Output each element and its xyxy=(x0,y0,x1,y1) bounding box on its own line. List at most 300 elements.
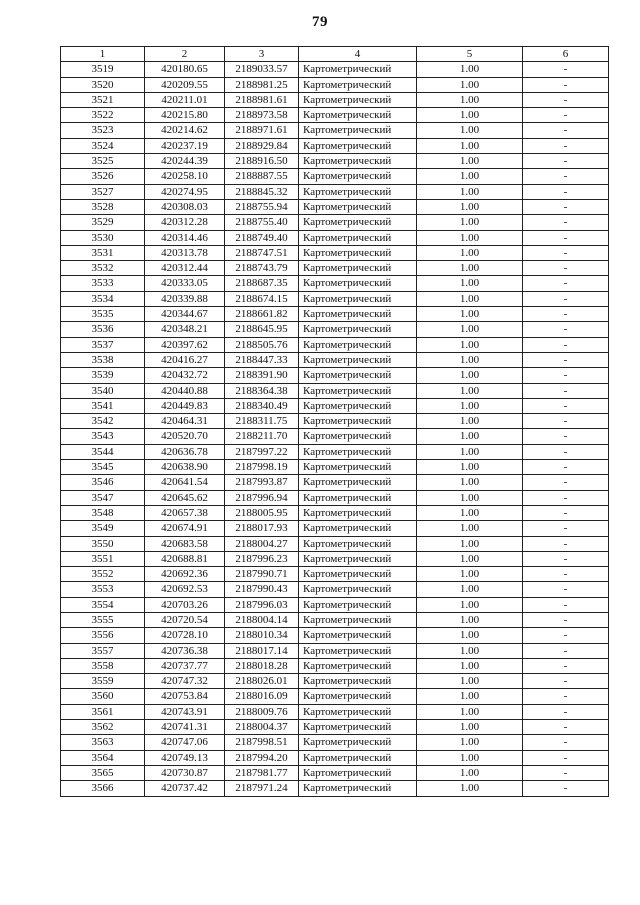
point-number-cell: 3533 xyxy=(61,276,145,291)
point-number-cell: 3559 xyxy=(61,674,145,689)
y-coordinate-cell: 2188016.09 xyxy=(225,689,299,704)
description-cell: - xyxy=(523,230,609,245)
y-coordinate-cell: 2188661.82 xyxy=(225,307,299,322)
description-cell: - xyxy=(523,460,609,475)
description-cell: - xyxy=(523,704,609,719)
description-cell: - xyxy=(523,199,609,214)
y-coordinate-cell: 2188916.50 xyxy=(225,154,299,169)
y-coordinate-cell: 2188391.90 xyxy=(225,368,299,383)
column-header-5: 5 xyxy=(417,47,523,62)
y-coordinate-cell: 2187998.19 xyxy=(225,460,299,475)
method-cell: Картометрический xyxy=(299,735,417,750)
description-cell: - xyxy=(523,62,609,77)
description-cell: - xyxy=(523,138,609,153)
y-coordinate-cell: 2187990.43 xyxy=(225,582,299,597)
y-coordinate-cell: 2188743.79 xyxy=(225,261,299,276)
point-number-cell: 3546 xyxy=(61,475,145,490)
accuracy-cell: 1.00 xyxy=(417,245,523,260)
table-row xyxy=(61,123,609,138)
point-number-cell: 3528 xyxy=(61,199,145,214)
y-coordinate-cell: 2187971.24 xyxy=(225,781,299,796)
x-coordinate-cell: 420440.88 xyxy=(145,383,225,398)
accuracy-cell: 1.00 xyxy=(417,735,523,750)
description-cell: - xyxy=(523,245,609,260)
y-coordinate-cell: 2188026.01 xyxy=(225,674,299,689)
accuracy-cell: 1.00 xyxy=(417,291,523,306)
accuracy-cell: 1.00 xyxy=(417,230,523,245)
table-row xyxy=(61,521,609,536)
method-cell: Картометрический xyxy=(299,536,417,551)
x-coordinate-cell: 420258.10 xyxy=(145,169,225,184)
method-cell: Картометрический xyxy=(299,291,417,306)
method-cell: Картометрический xyxy=(299,567,417,582)
table-row xyxy=(61,643,609,658)
table-body xyxy=(61,62,609,796)
y-coordinate-cell: 2188010.34 xyxy=(225,628,299,643)
method-cell: Картометрический xyxy=(299,368,417,383)
point-number-cell: 3542 xyxy=(61,414,145,429)
table-row xyxy=(61,368,609,383)
method-cell: Картометрический xyxy=(299,92,417,107)
table-row xyxy=(61,720,609,735)
method-cell: Картометрический xyxy=(299,169,417,184)
y-coordinate-cell: 2188674.15 xyxy=(225,291,299,306)
y-coordinate-cell: 2188929.84 xyxy=(225,138,299,153)
method-cell: Картометрический xyxy=(299,551,417,566)
y-coordinate-cell: 2188645.95 xyxy=(225,322,299,337)
y-coordinate-cell: 2188981.61 xyxy=(225,92,299,107)
table-row xyxy=(61,735,609,750)
x-coordinate-cell: 420753.84 xyxy=(145,689,225,704)
y-coordinate-cell: 2187990.71 xyxy=(225,567,299,582)
column-header-6: 6 xyxy=(523,47,609,62)
accuracy-cell: 1.00 xyxy=(417,628,523,643)
y-coordinate-cell: 2188017.93 xyxy=(225,521,299,536)
y-coordinate-cell: 2188505.76 xyxy=(225,337,299,352)
description-cell: - xyxy=(523,567,609,582)
method-cell: Картометрический xyxy=(299,781,417,796)
table-row xyxy=(61,765,609,780)
y-coordinate-cell: 2188887.55 xyxy=(225,169,299,184)
point-number-cell: 3524 xyxy=(61,138,145,153)
table-row xyxy=(61,414,609,429)
description-cell: - xyxy=(523,505,609,520)
accuracy-cell: 1.00 xyxy=(417,261,523,276)
point-number-cell: 3535 xyxy=(61,307,145,322)
accuracy-cell: 1.00 xyxy=(417,536,523,551)
header-row xyxy=(61,47,609,62)
x-coordinate-cell: 420688.81 xyxy=(145,551,225,566)
accuracy-cell: 1.00 xyxy=(417,521,523,536)
y-coordinate-cell: 2188340.49 xyxy=(225,398,299,413)
method-cell: Картометрический xyxy=(299,261,417,276)
y-coordinate-cell: 2187996.03 xyxy=(225,597,299,612)
y-coordinate-cell: 2188845.32 xyxy=(225,184,299,199)
table-row xyxy=(61,567,609,582)
method-cell: Картометрический xyxy=(299,199,417,214)
table-row xyxy=(61,582,609,597)
x-coordinate-cell: 420741.31 xyxy=(145,720,225,735)
description-cell: - xyxy=(523,475,609,490)
x-coordinate-cell: 420214.62 xyxy=(145,123,225,138)
method-cell: Картометрический xyxy=(299,62,417,77)
accuracy-cell: 1.00 xyxy=(417,720,523,735)
x-coordinate-cell: 420692.53 xyxy=(145,582,225,597)
table-row xyxy=(61,261,609,276)
description-cell: - xyxy=(523,337,609,352)
description-cell: - xyxy=(523,750,609,765)
point-number-cell: 3525 xyxy=(61,154,145,169)
method-cell: Картометрический xyxy=(299,77,417,92)
table-row xyxy=(61,658,609,673)
point-number-cell: 3554 xyxy=(61,597,145,612)
description-cell: - xyxy=(523,551,609,566)
method-cell: Картометрический xyxy=(299,123,417,138)
column-header-3: 3 xyxy=(225,47,299,62)
method-cell: Картометрический xyxy=(299,276,417,291)
accuracy-cell: 1.00 xyxy=(417,414,523,429)
method-cell: Картометрический xyxy=(299,612,417,627)
y-coordinate-cell: 2188747.51 xyxy=(225,245,299,260)
x-coordinate-cell: 420636.78 xyxy=(145,444,225,459)
accuracy-cell: 1.00 xyxy=(417,215,523,230)
method-cell: Картометрический xyxy=(299,352,417,367)
accuracy-cell: 1.00 xyxy=(417,674,523,689)
accuracy-cell: 1.00 xyxy=(417,169,523,184)
accuracy-cell: 1.00 xyxy=(417,460,523,475)
point-number-cell: 3557 xyxy=(61,643,145,658)
description-cell: - xyxy=(523,735,609,750)
point-number-cell: 3530 xyxy=(61,230,145,245)
x-coordinate-cell: 420674.91 xyxy=(145,521,225,536)
table-row xyxy=(61,551,609,566)
x-coordinate-cell: 420520.70 xyxy=(145,429,225,444)
table-row xyxy=(61,781,609,796)
description-cell: - xyxy=(523,184,609,199)
method-cell: Картометрический xyxy=(299,643,417,658)
y-coordinate-cell: 2188981.25 xyxy=(225,77,299,92)
table-row xyxy=(61,490,609,505)
method-cell: Картометрический xyxy=(299,337,417,352)
x-coordinate-cell: 420333.05 xyxy=(145,276,225,291)
table-row xyxy=(61,429,609,444)
point-number-cell: 3552 xyxy=(61,567,145,582)
accuracy-cell: 1.00 xyxy=(417,368,523,383)
table-row xyxy=(61,184,609,199)
x-coordinate-cell: 420737.42 xyxy=(145,781,225,796)
description-cell: - xyxy=(523,720,609,735)
description-cell: - xyxy=(523,368,609,383)
table-row xyxy=(61,505,609,520)
table-row xyxy=(61,62,609,77)
y-coordinate-cell: 2188973.58 xyxy=(225,108,299,123)
table-row xyxy=(61,383,609,398)
x-coordinate-cell: 420211.01 xyxy=(145,92,225,107)
table-row xyxy=(61,230,609,245)
method-cell: Картометрический xyxy=(299,429,417,444)
y-coordinate-cell: 2188004.27 xyxy=(225,536,299,551)
method-cell: Картометрический xyxy=(299,750,417,765)
x-coordinate-cell: 420449.83 xyxy=(145,398,225,413)
point-number-cell: 3532 xyxy=(61,261,145,276)
description-cell: - xyxy=(523,154,609,169)
accuracy-cell: 1.00 xyxy=(417,337,523,352)
table-row xyxy=(61,199,609,214)
y-coordinate-cell: 2187998.51 xyxy=(225,735,299,750)
accuracy-cell: 1.00 xyxy=(417,138,523,153)
x-coordinate-cell: 420312.28 xyxy=(145,215,225,230)
accuracy-cell: 1.00 xyxy=(417,750,523,765)
accuracy-cell: 1.00 xyxy=(417,567,523,582)
description-cell: - xyxy=(523,352,609,367)
description-cell: - xyxy=(523,628,609,643)
method-cell: Картометрический xyxy=(299,490,417,505)
method-cell: Картометрический xyxy=(299,460,417,475)
y-coordinate-cell: 2188009.76 xyxy=(225,704,299,719)
point-number-cell: 3560 xyxy=(61,689,145,704)
table-row xyxy=(61,536,609,551)
column-header-4: 4 xyxy=(299,47,417,62)
table-header xyxy=(61,47,609,62)
description-cell: - xyxy=(523,291,609,306)
method-cell: Картометрический xyxy=(299,505,417,520)
x-coordinate-cell: 420344.67 xyxy=(145,307,225,322)
method-cell: Картометрический xyxy=(299,138,417,153)
table-row xyxy=(61,322,609,337)
point-number-cell: 3529 xyxy=(61,215,145,230)
description-cell: - xyxy=(523,215,609,230)
y-coordinate-cell: 2187993.87 xyxy=(225,475,299,490)
point-number-cell: 3519 xyxy=(61,62,145,77)
method-cell: Картометрический xyxy=(299,628,417,643)
x-coordinate-cell: 420743.91 xyxy=(145,704,225,719)
accuracy-cell: 1.00 xyxy=(417,307,523,322)
accuracy-cell: 1.00 xyxy=(417,490,523,505)
accuracy-cell: 1.00 xyxy=(417,643,523,658)
table-row xyxy=(61,352,609,367)
table-row xyxy=(61,245,609,260)
description-cell: - xyxy=(523,612,609,627)
method-cell: Картометрический xyxy=(299,154,417,169)
x-coordinate-cell: 420641.54 xyxy=(145,475,225,490)
x-coordinate-cell: 420339.88 xyxy=(145,291,225,306)
method-cell: Картометрический xyxy=(299,475,417,490)
x-coordinate-cell: 420464.31 xyxy=(145,414,225,429)
accuracy-cell: 1.00 xyxy=(417,108,523,123)
accuracy-cell: 1.00 xyxy=(417,322,523,337)
description-cell: - xyxy=(523,658,609,673)
x-coordinate-cell: 420728.10 xyxy=(145,628,225,643)
point-number-cell: 3538 xyxy=(61,352,145,367)
y-coordinate-cell: 2189033.57 xyxy=(225,62,299,77)
point-number-cell: 3563 xyxy=(61,735,145,750)
accuracy-cell: 1.00 xyxy=(417,154,523,169)
table-row xyxy=(61,597,609,612)
y-coordinate-cell: 2188755.40 xyxy=(225,215,299,230)
accuracy-cell: 1.00 xyxy=(417,77,523,92)
method-cell: Картометрический xyxy=(299,230,417,245)
x-coordinate-cell: 420703.26 xyxy=(145,597,225,612)
description-cell: - xyxy=(523,582,609,597)
y-coordinate-cell: 2188005.95 xyxy=(225,505,299,520)
x-coordinate-cell: 420645.62 xyxy=(145,490,225,505)
point-number-cell: 3521 xyxy=(61,92,145,107)
description-cell: - xyxy=(523,429,609,444)
table-row xyxy=(61,291,609,306)
x-coordinate-cell: 420180.65 xyxy=(145,62,225,77)
point-number-cell: 3523 xyxy=(61,123,145,138)
x-coordinate-cell: 420313.78 xyxy=(145,245,225,260)
description-cell: - xyxy=(523,261,609,276)
table-row xyxy=(61,460,609,475)
table-row xyxy=(61,276,609,291)
point-number-cell: 3526 xyxy=(61,169,145,184)
point-number-cell: 3551 xyxy=(61,551,145,566)
method-cell: Картометрический xyxy=(299,414,417,429)
method-cell: Картометрический xyxy=(299,582,417,597)
point-number-cell: 3549 xyxy=(61,521,145,536)
accuracy-cell: 1.00 xyxy=(417,551,523,566)
accuracy-cell: 1.00 xyxy=(417,475,523,490)
description-cell: - xyxy=(523,597,609,612)
description-cell: - xyxy=(523,383,609,398)
point-number-cell: 3536 xyxy=(61,322,145,337)
table-row xyxy=(61,674,609,689)
method-cell: Картометрический xyxy=(299,597,417,612)
y-coordinate-cell: 2188971.61 xyxy=(225,123,299,138)
x-coordinate-cell: 420312.44 xyxy=(145,261,225,276)
table-row xyxy=(61,612,609,627)
y-coordinate-cell: 2188004.37 xyxy=(225,720,299,735)
x-coordinate-cell: 420737.77 xyxy=(145,658,225,673)
accuracy-cell: 1.00 xyxy=(417,199,523,214)
x-coordinate-cell: 420692.36 xyxy=(145,567,225,582)
x-coordinate-cell: 420215.80 xyxy=(145,108,225,123)
point-number-cell: 3543 xyxy=(61,429,145,444)
x-coordinate-cell: 420432.72 xyxy=(145,368,225,383)
description-cell: - xyxy=(523,123,609,138)
description-cell: - xyxy=(523,765,609,780)
y-coordinate-cell: 2187996.23 xyxy=(225,551,299,566)
point-number-cell: 3565 xyxy=(61,765,145,780)
column-header-1: 1 xyxy=(61,47,145,62)
accuracy-cell: 1.00 xyxy=(417,612,523,627)
table-row xyxy=(61,92,609,107)
y-coordinate-cell: 2187997.22 xyxy=(225,444,299,459)
y-coordinate-cell: 2187994.20 xyxy=(225,750,299,765)
method-cell: Картометрический xyxy=(299,720,417,735)
description-cell: - xyxy=(523,414,609,429)
x-coordinate-cell: 420397.62 xyxy=(145,337,225,352)
point-number-cell: 3534 xyxy=(61,291,145,306)
y-coordinate-cell: 2187996.94 xyxy=(225,490,299,505)
point-number-cell: 3522 xyxy=(61,108,145,123)
y-coordinate-cell: 2188311.75 xyxy=(225,414,299,429)
method-cell: Картометрический xyxy=(299,383,417,398)
table-row xyxy=(61,337,609,352)
description-cell: - xyxy=(523,322,609,337)
description-cell: - xyxy=(523,398,609,413)
x-coordinate-cell: 420237.19 xyxy=(145,138,225,153)
accuracy-cell: 1.00 xyxy=(417,781,523,796)
table-row xyxy=(61,154,609,169)
table-row xyxy=(61,108,609,123)
y-coordinate-cell: 2188211.70 xyxy=(225,429,299,444)
point-number-cell: 3539 xyxy=(61,368,145,383)
accuracy-cell: 1.00 xyxy=(417,429,523,444)
point-number-cell: 3548 xyxy=(61,505,145,520)
description-cell: - xyxy=(523,490,609,505)
description-cell: - xyxy=(523,536,609,551)
x-coordinate-cell: 420638.90 xyxy=(145,460,225,475)
method-cell: Картометрический xyxy=(299,184,417,199)
accuracy-cell: 1.00 xyxy=(417,123,523,138)
table-row xyxy=(61,750,609,765)
method-cell: Картометрический xyxy=(299,658,417,673)
point-number-cell: 3566 xyxy=(61,781,145,796)
description-cell: - xyxy=(523,276,609,291)
point-number-cell: 3562 xyxy=(61,720,145,735)
y-coordinate-cell: 2188018.28 xyxy=(225,658,299,673)
point-number-cell: 3550 xyxy=(61,536,145,551)
x-coordinate-cell: 420720.54 xyxy=(145,612,225,627)
method-cell: Картометрический xyxy=(299,215,417,230)
method-cell: Картометрический xyxy=(299,398,417,413)
column-header-2: 2 xyxy=(145,47,225,62)
x-coordinate-cell: 420749.13 xyxy=(145,750,225,765)
table-row xyxy=(61,138,609,153)
accuracy-cell: 1.00 xyxy=(417,62,523,77)
description-cell: - xyxy=(523,444,609,459)
accuracy-cell: 1.00 xyxy=(417,597,523,612)
y-coordinate-cell: 2188447.33 xyxy=(225,352,299,367)
accuracy-cell: 1.00 xyxy=(417,92,523,107)
accuracy-cell: 1.00 xyxy=(417,658,523,673)
method-cell: Картометрический xyxy=(299,689,417,704)
description-cell: - xyxy=(523,643,609,658)
y-coordinate-cell: 2188364.38 xyxy=(225,383,299,398)
y-coordinate-cell: 2188749.40 xyxy=(225,230,299,245)
point-number-cell: 3547 xyxy=(61,490,145,505)
point-number-cell: 3544 xyxy=(61,444,145,459)
accuracy-cell: 1.00 xyxy=(417,398,523,413)
point-number-cell: 3540 xyxy=(61,383,145,398)
table-row xyxy=(61,307,609,322)
table-row xyxy=(61,444,609,459)
table-row xyxy=(61,689,609,704)
description-cell: - xyxy=(523,674,609,689)
x-coordinate-cell: 420730.87 xyxy=(145,765,225,780)
point-number-cell: 3553 xyxy=(61,582,145,597)
description-cell: - xyxy=(523,521,609,536)
description-cell: - xyxy=(523,169,609,184)
point-number-cell: 3561 xyxy=(61,704,145,719)
accuracy-cell: 1.00 xyxy=(417,444,523,459)
table-row xyxy=(61,475,609,490)
description-cell: - xyxy=(523,781,609,796)
point-number-cell: 3556 xyxy=(61,628,145,643)
accuracy-cell: 1.00 xyxy=(417,276,523,291)
accuracy-cell: 1.00 xyxy=(417,765,523,780)
method-cell: Картометрический xyxy=(299,307,417,322)
method-cell: Картометрический xyxy=(299,444,417,459)
method-cell: Картометрический xyxy=(299,674,417,689)
accuracy-cell: 1.00 xyxy=(417,352,523,367)
x-coordinate-cell: 420747.06 xyxy=(145,735,225,750)
x-coordinate-cell: 420348.21 xyxy=(145,322,225,337)
point-number-cell: 3520 xyxy=(61,77,145,92)
x-coordinate-cell: 420416.27 xyxy=(145,352,225,367)
